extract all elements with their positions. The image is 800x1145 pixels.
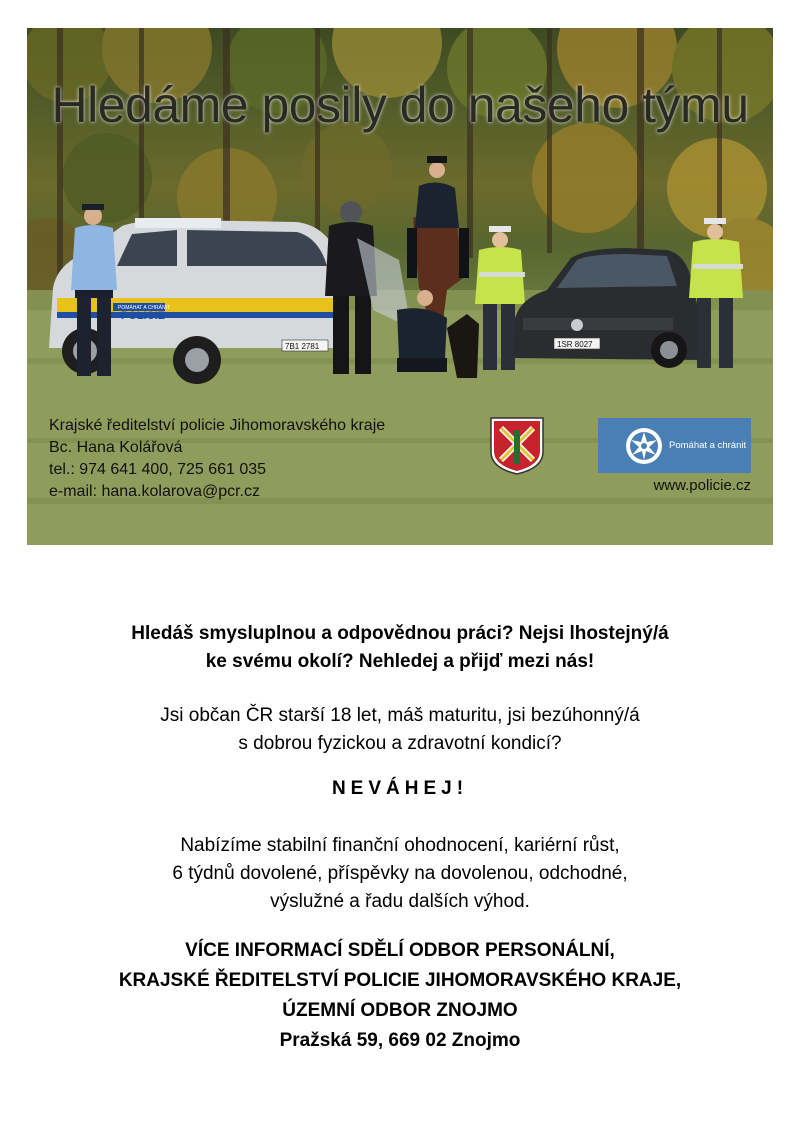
svg-text:POMÁHAT A CHRÁNIT: POMÁHAT A CHRÁNIT bbox=[118, 305, 171, 311]
headline: Hledáme posily do našeho týmu bbox=[51, 77, 749, 133]
contact-phone: tel.: 974 641 400, 725 661 035 bbox=[49, 461, 267, 478]
offer-line: 6 týdnů dovolené, příspěvky na dovolenou, odchodné, bbox=[172, 863, 628, 884]
more-info-block bbox=[0, 936, 800, 1056]
car-door-label: POLICIE bbox=[121, 310, 166, 322]
logo-slogan: Pomáhat a chránit bbox=[669, 440, 747, 451]
contact-email: e-mail: hana.kolarova@pcr.cz bbox=[49, 483, 260, 500]
police-star-icon bbox=[624, 426, 664, 466]
contact-organization: Krajské ředitelství policie Jihomoravského kraje bbox=[49, 417, 386, 434]
info-line: ÚZEMNÍ ODBOR ZNOJMO bbox=[282, 1000, 518, 1021]
call-to-action: NEVÁHEJ! bbox=[331, 778, 469, 799]
intro-line: Hledáš smysluplnou a odpovědnou práci? Nejsi lhostejný/á bbox=[131, 623, 669, 644]
requirements-line: s dobrou fyzickou a zdravotní kondicí? bbox=[238, 733, 562, 754]
intro-paragraph bbox=[0, 620, 800, 676]
svg-text:1SR 8027: 1SR 8027 bbox=[557, 340, 593, 349]
info-address: Pražská 59, 669 02 Znojmo bbox=[279, 1030, 521, 1051]
police-logo-banner bbox=[598, 418, 751, 473]
svg-text:7B1 2781: 7B1 2781 bbox=[285, 342, 320, 351]
offer-line: výslužné a řadu dalších výhod. bbox=[270, 891, 530, 912]
contact-name: Bc. Hana Kolářová bbox=[49, 439, 183, 456]
offer-paragraph bbox=[0, 832, 800, 916]
requirements-line: Jsi občan ČR starší 18 let, máš maturitu, jsi bezúhonný/á bbox=[160, 705, 640, 726]
police-car-right bbox=[513, 248, 699, 368]
intro-line: ke svému okolí? Nehledej a přijď mezi nás! bbox=[205, 651, 595, 672]
regional-crest-icon bbox=[489, 416, 545, 476]
requirements-paragraph bbox=[0, 702, 800, 758]
info-line: KRAJSKÉ ŘEDITELSTVÍ POLICIE JIHOMORAVSKÉHO KRAJE, bbox=[118, 970, 682, 991]
info-line: VÍCE INFORMACÍ SDĚLÍ ODBOR PERSONÁLNÍ, bbox=[185, 940, 615, 961]
recruitment-photo bbox=[27, 28, 773, 545]
offer-line: Nabízíme stabilní finanční ohodnocení, kariérní růst, bbox=[180, 835, 620, 856]
website-link[interactable]: www.policie.cz bbox=[653, 477, 751, 494]
